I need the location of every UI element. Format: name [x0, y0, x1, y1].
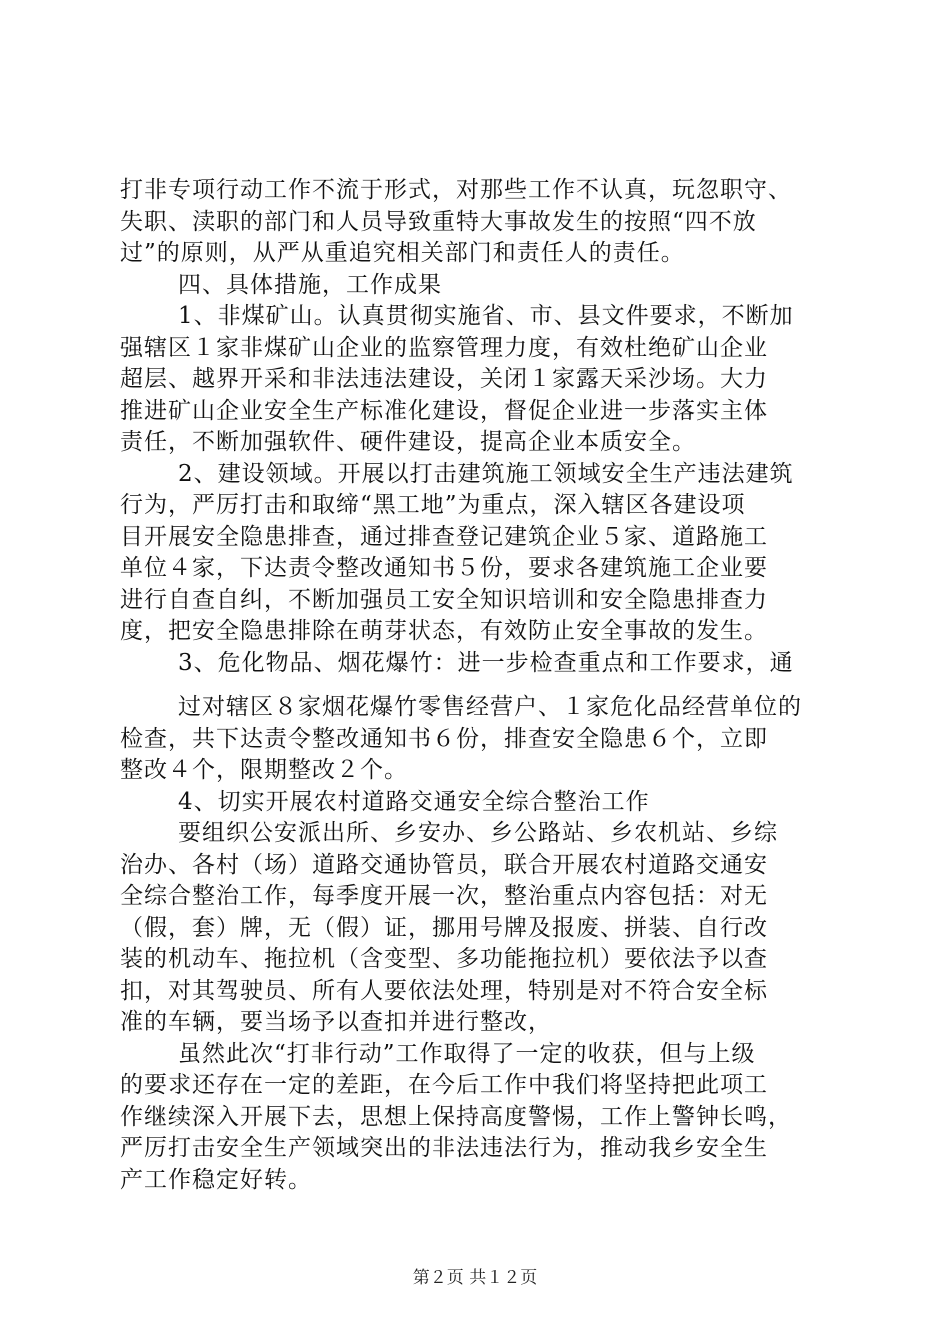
text-line: 作继续深入开展下去，思想上保持高度警惕，工作上警钟长鸣， [120, 1103, 792, 1130]
text-line: 度，把安全隐患排除在萌芽状态，有效防止安全事故的发生。 [120, 618, 768, 644]
section-heading: 四、具体措施，工作成果 [178, 271, 442, 298]
text-line: 装的机动车、拖拉机（含变型、多功能拖拉机）要依法予以查 [120, 946, 768, 972]
text-line: 打非专项行动工作不流于形式，对那些工作不认真，玩忽职守、 [120, 177, 792, 203]
text-line: 过”的原则，从严从重追究相关部门和责任人的责任。 [120, 240, 685, 266]
text-line: 2、建设领域。开展以打击建筑施工领域安全生产违法建筑 [178, 460, 794, 487]
text-line: 虽然此次“打非行动”工作取得了一定的收获，但与上级 [178, 1040, 756, 1067]
page-number-footer: 第２页 共１２页 [412, 1268, 538, 1288]
text-line: 准的车辆，要当场予以查扣并进行整改， [120, 1009, 552, 1035]
text-line: 超层、越界开采和非法违法建设，关闭１家露天采沙场。大力 [120, 366, 768, 392]
text-block-lower [120, 692, 835, 1196]
text-line: 行为，严厉打击和取缔“黑工地”为重点，深入辖区各建设项 [120, 492, 746, 518]
text-block-upper [120, 175, 835, 679]
text-line: 失职、渎职的部门和人员导致重特大事故发生的按照“四不放 [120, 208, 757, 235]
text-line: 进行自查自纠，不断加强员工安全知识培训和安全隐患排查力 [120, 586, 768, 613]
section-heading: 4、切实开展农村道路交通安全综合整治工作 [178, 788, 650, 815]
text-line: 责任，不断加强软件、硬件建设，提高企业本质安全。 [120, 429, 696, 455]
text-line: 的要求还存在一定的差距，在今后工作中我们将坚持把此项工 [120, 1072, 768, 1098]
text-line: 过对辖区８家烟花爆竹零售经营户、１家危化品经营单位的 [178, 694, 802, 720]
text-line: 整改４个，限期整改２个。 [120, 757, 408, 783]
text-line: （假，套）牌，无（假）证，挪用号牌及报废、拼装、自行改 [120, 914, 768, 941]
text-line: 产工作稳定好转。 [120, 1166, 312, 1193]
text-line: 治办、各村（场）道路交通协管员，联合开展农村道路交通安 [120, 851, 768, 878]
text-line: 全综合整治工作，每季度开展一次，整治重点内容包括：对无 [120, 883, 768, 909]
text-line: 严厉打击安全生产领域突出的非法违法行为，推动我乡安全生 [120, 1135, 768, 1161]
text-line: 扣，对其驾驶员、所有人要依法处理，特别是对不符合安全标 [120, 977, 768, 1004]
text-line: 检查，共下达责令整改通知书６份，排查安全隐患６个，立即 [120, 725, 768, 752]
text-line: 1、非煤矿山。认真贯彻实施省、市、县文件要求，不断加 [178, 303, 794, 329]
text-line: 单位４家，下达责令整改通知书５份，要求各建筑施工企业要 [120, 555, 768, 581]
text-line: 目开展安全隐患排查，通过排查登记建筑企业５家、道路施工 [120, 523, 768, 550]
text-line: 要组织公安派出所、乡安办、乡公路站、乡农机站、乡综 [178, 820, 778, 846]
text-line: 推进矿山企业安全生产标准化建设，督促企业进一步落实主体 [120, 397, 768, 424]
text-line: 强辖区１家非煤矿山企业的监察管理力度，有效杜绝矿山企业 [120, 334, 768, 361]
text-line: 3、危化物品、烟花爆竹：进一步检查重点和工作要求，通 [178, 649, 794, 676]
